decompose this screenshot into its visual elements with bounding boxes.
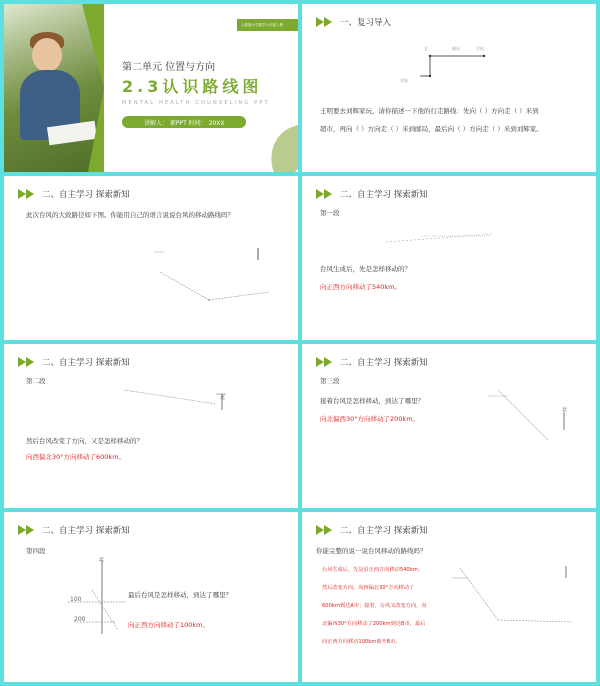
header-text: 二、自主学习 探索新知 xyxy=(42,190,130,200)
segment-3-diagram xyxy=(302,344,596,508)
review-question-line2: 超市，再向（ ）方向走（ ）米到邮局，最后向（ ）方向走（ ）米到刘辉家。 xyxy=(320,125,543,133)
slide-segment-1[interactable] xyxy=(302,176,596,340)
answer-line-4: 北偏西30°方向移动了200km到达B市，最后 xyxy=(322,621,426,627)
segment-question: 然后台风改变了方向，又是怎样移动的？ xyxy=(26,437,143,445)
header-text: 二、自主学习 探索新知 xyxy=(340,526,428,536)
slide-full-route[interactable] xyxy=(302,512,596,682)
presenter-text: 讲解人： 素PPT 时间： 20XX xyxy=(144,120,225,127)
segment-label: 第四段 xyxy=(26,547,46,555)
slide-segment-3[interactable] xyxy=(302,344,596,508)
header-text: 二、自主学习 探索新知 xyxy=(42,358,130,368)
lesson-title: 2.3认识路线图 xyxy=(122,77,263,96)
segment-answer: 向正西方向移动了100km。 xyxy=(128,621,210,629)
answer-line-2: 然后改变方向，向西偏北30°方向移动了 xyxy=(322,585,415,591)
slide-title[interactable] xyxy=(4,4,298,172)
slide-segment-2[interactable] xyxy=(4,344,298,508)
grade-band-text: 人教版小学数学六年级上册 xyxy=(241,23,283,27)
route-map xyxy=(302,4,596,172)
answer-line-5: 向正西方向移动100km离开B市。 xyxy=(322,639,401,645)
header-text: 二、自主学习 探索新知 xyxy=(340,358,428,368)
full-route-question: 你能完整的说一说台风移动的路线吗？ xyxy=(316,547,427,555)
unit-title: 第二单元 位置与方向 xyxy=(122,62,216,73)
answer-line-3: 600km到达A市；接着，台风又改变方向，向 xyxy=(322,603,427,609)
header-text: 二、自主学习 探索新知 xyxy=(340,190,428,200)
map-north-label: 北 xyxy=(424,46,428,51)
presenter-pill xyxy=(122,116,246,128)
header-text: 二、自主学习 探索新知 xyxy=(42,526,130,536)
north-label: 北 xyxy=(99,557,105,563)
segment-label: 第一段 xyxy=(320,209,340,217)
segment-question: 台风生成后，先是怎样移动的？ xyxy=(320,265,411,273)
segment-answer: 向北偏西30°方向移动了200km。 xyxy=(320,415,420,423)
map-post-label: 邮局 xyxy=(452,46,460,51)
full-route-diagram xyxy=(302,512,596,682)
grade-band xyxy=(237,19,298,31)
english-subtitle: MENTAL HEALTH COUNSELING PPT xyxy=(122,100,270,106)
segment-answer: 向西偏北30°方向移动了600km。 xyxy=(26,453,126,461)
slide-segment-4[interactable] xyxy=(4,512,298,682)
distance-200-label: 200 xyxy=(74,616,86,623)
review-question-line1: 王明要去刘辉家玩，请你描述一下他的行走路线：先向（ ）方向走（ ）米到 xyxy=(320,107,539,115)
segment-answer: 向正西方向移动了540km。 xyxy=(320,283,402,291)
segment-label: 第二段 xyxy=(26,377,46,385)
header-text: 一、复习导入 xyxy=(340,18,392,28)
segment-question: 最后台风是怎样移动，到达了哪里？ xyxy=(128,591,232,599)
north-label: 北 xyxy=(562,407,568,413)
typhoon-question: 此次台风的大致路径如下图。你能用自己的语言说说台风的移动路线吗？ xyxy=(26,211,234,219)
distance-100-label: 100 xyxy=(70,596,82,603)
map-school-label: 学校 xyxy=(476,46,484,51)
typhoon-route-diagram xyxy=(4,176,298,340)
north-label: 北 xyxy=(220,395,226,401)
map-home-label: 刘家 xyxy=(400,78,408,83)
segment-2-diagram xyxy=(4,344,298,508)
segment-1-diagram xyxy=(302,176,596,340)
slide-typhoon-path[interactable] xyxy=(4,176,298,340)
segment-label: 第三段 xyxy=(320,377,340,385)
slide-review[interactable] xyxy=(302,4,596,172)
answer-line-1: 台风生成后，先是沿正西方向移动540km； xyxy=(322,567,423,573)
segment-question: 接着台风是怎样移动，到达了哪里？ xyxy=(320,397,424,405)
